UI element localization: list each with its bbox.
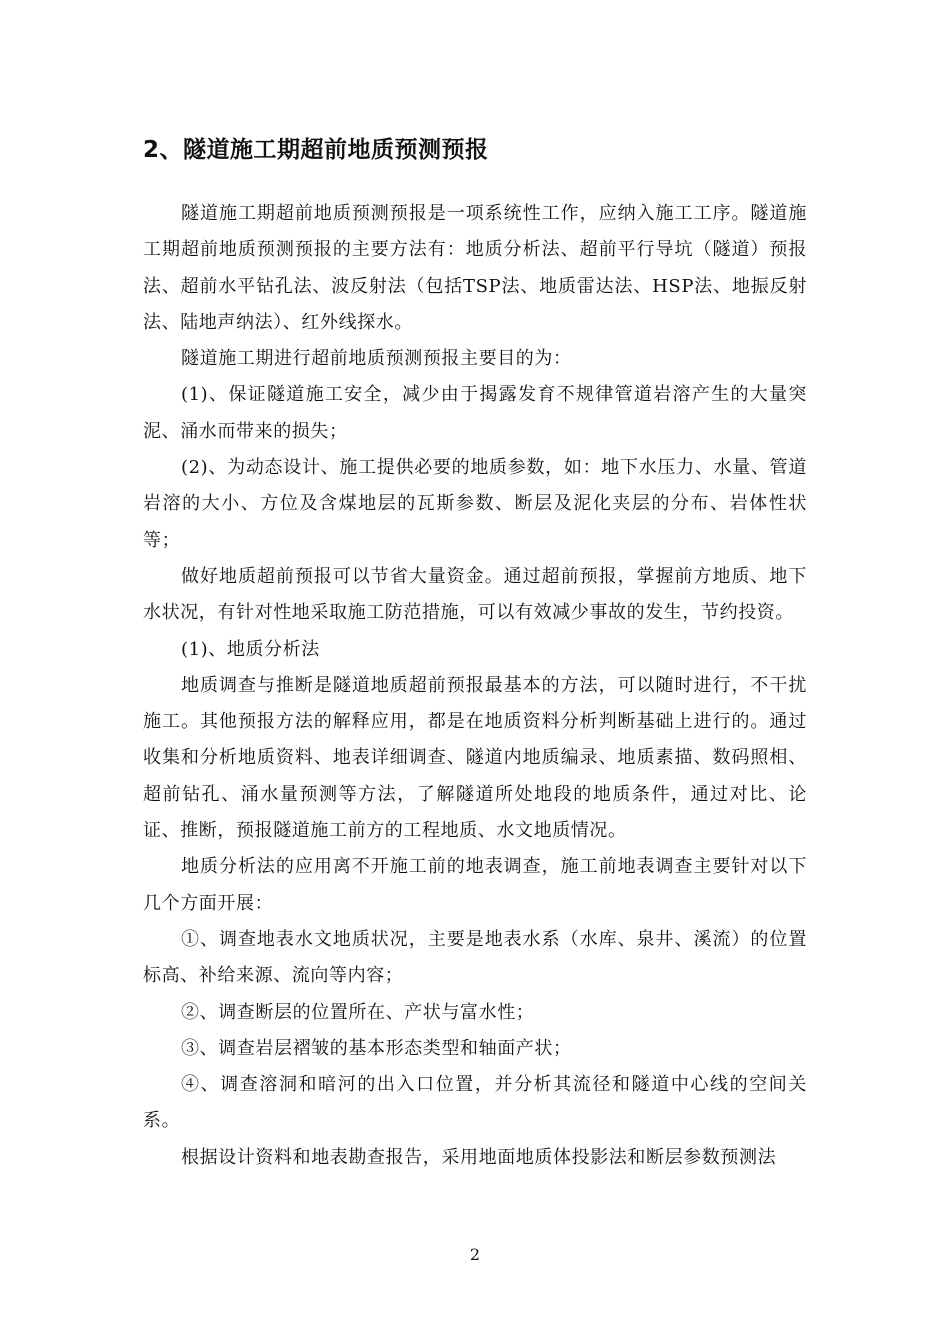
paragraph-purpose-intro: 隧道施工期进行超前地质预测预报主要目的为： [181, 348, 572, 370]
page-number: 2 [469, 1245, 481, 1264]
paragraph-purpose-1: (1)、保证隧道施工安全，减少由于揭露发育不规律管道岩溶产生的大量突泥、涌水而带来的损失； [143, 384, 807, 442]
paragraph-methods-overview: 隧道施工期超前地质预测预报是一项系统性工作，应纳入施工工序。隧道施工期超前地质预测预报的主要方法有：地质分析法、超前平行导坑（隧道）预报法、超前水平钻孔法、波反射法（包括TSP法、地质雷达法、HSP法、地振反射法、陆地声纳法）、红外线探水。 [143, 203, 807, 333]
section-heading: 2、隧道施工期超前地质预测预报 [143, 137, 489, 163]
list-item-survey-4: ④、调查溶洞和暗河的出入口位置，并分析其流径和隧道中心线的空间关系。 [143, 1074, 807, 1132]
subheading-geological-analysis: (1)、地质分析法 [181, 638, 320, 660]
paragraph-surface-survey-intro: 地质分析法的应用离不开施工前的地表调查，施工前地表调查主要针对以下几个方面开展： [143, 856, 807, 914]
paragraph-geological-survey: 地质调查与推断是隧道地质超前预报最基本的方法，可以随时进行，不干扰施工。其他预报方法的解释应用，都是在地质资料分析判断基础上进行的。通过收集和分析地质资料、地表详细调查、隧道内地质编录、地质素描、数码照相、超前钻孔、涌水量预测等方法，了解隧道所处地段的地质条件，通过对比、论证、推断，预报隧道施工前方的工程地质、水文地质情况。 [143, 674, 807, 842]
body-text [143, 196, 807, 1176]
paragraph-purpose-2: (2)、为动态设计、施工提供必要的地质参数，如：地下水压力、水量、管道岩溶的大小、方位及含煤地层的瓦斯参数、断层及泥化夹层的分布、岩体性状等； [143, 457, 807, 551]
list-item-survey-3: ③、调查岩层褶皱的基本形态类型和轴面产状； [181, 1037, 572, 1059]
paragraph-projection-method: 根据设计资料和地表勘查报告，采用地面地质体投影法和断层参数预测法 [181, 1146, 777, 1168]
list-item-survey-2: ②、调查断层的位置所在、产状与富水性； [181, 1001, 535, 1023]
list-item-survey-1: ①、调查地表水文地质状况，主要是地表水系（水库、泉井、溪流）的位置标高、补给来源、流向等内容； [143, 928, 807, 987]
paragraph-benefit: 做好地质超前预报可以节省大量资金。通过超前预报，掌握前方地质、地下水状况，有针对性地采取施工防范措施，可以有效减少事故的发生，节约投资。 [143, 565, 807, 624]
